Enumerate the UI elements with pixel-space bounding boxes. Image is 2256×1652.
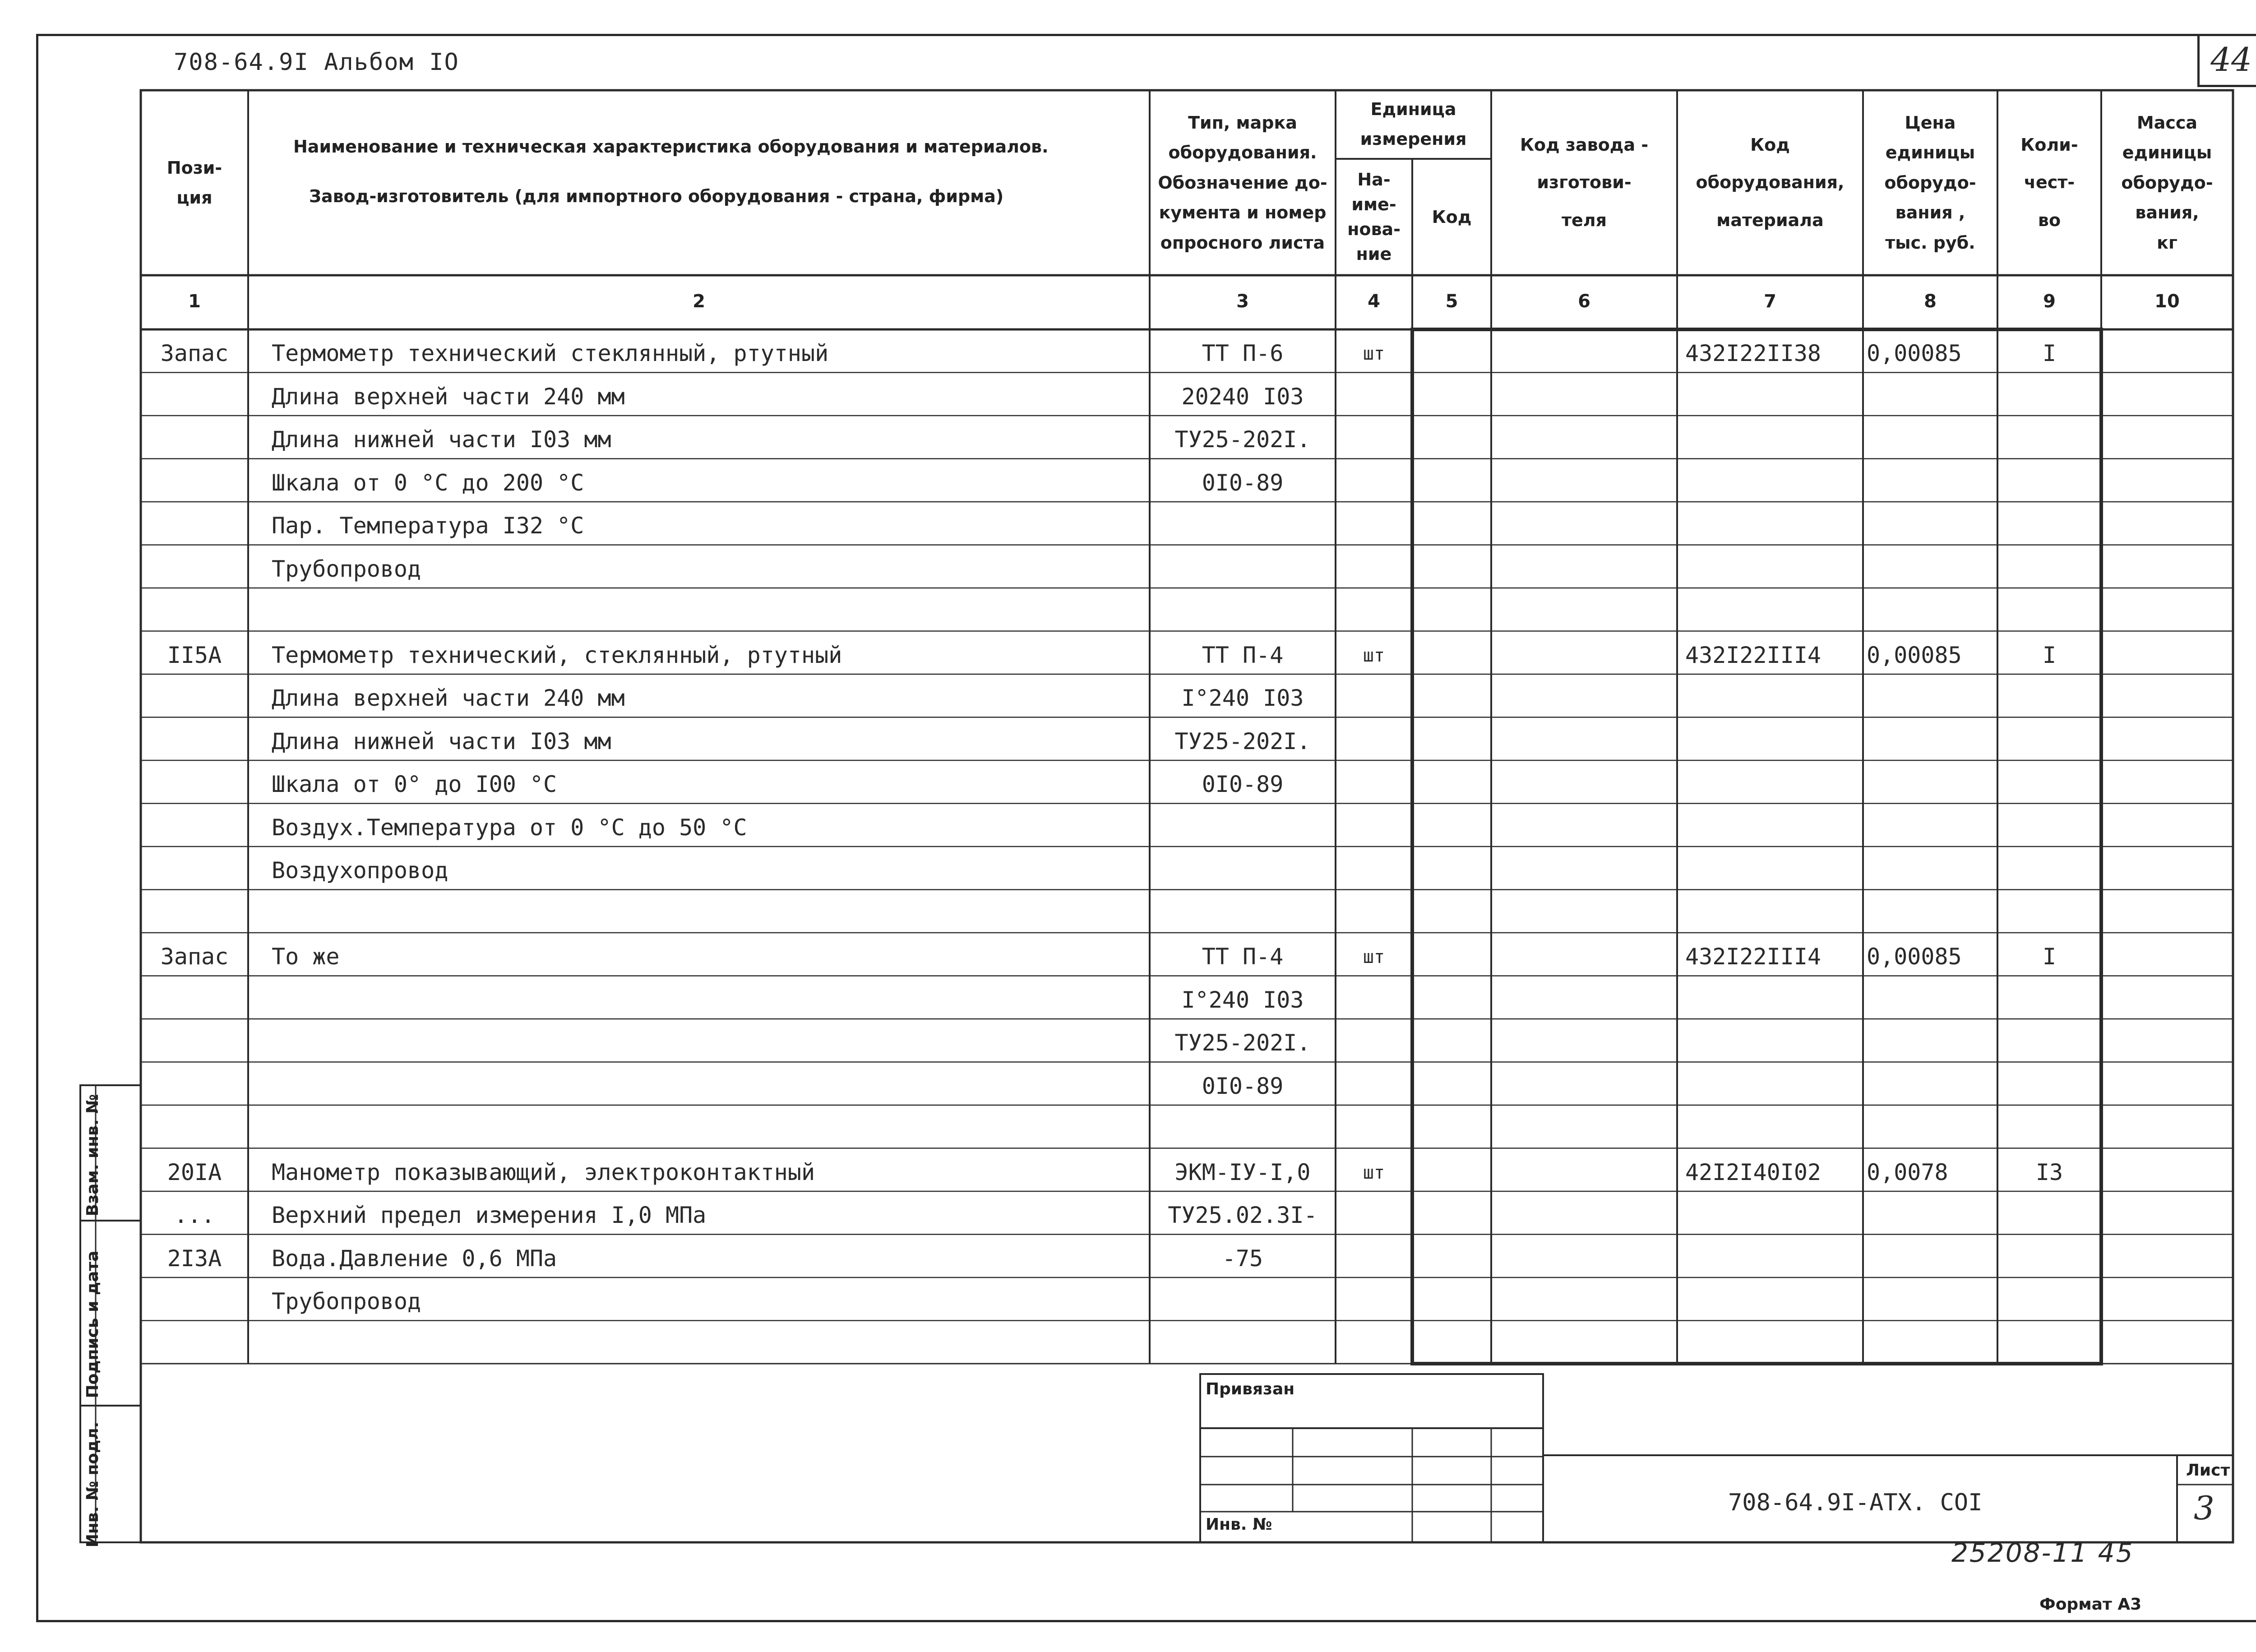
unit-cell: шт	[1363, 947, 1385, 967]
name-cell: Трубопровод	[272, 1288, 421, 1314]
name-cell: Длина нижней части I03 мм	[272, 426, 611, 453]
header-equipment-code: Код оборудования, материала	[1696, 134, 1845, 230]
position-cell: Запас	[160, 340, 229, 366]
position-cell: 20IА	[167, 1159, 222, 1185]
column-number: 6	[1578, 291, 1590, 312]
name-cell: Термометр технический стеклянный, ртутный	[272, 340, 829, 366]
equipment-code-cell: 432I22III4	[1685, 642, 1821, 668]
corner-sheet-number: 44	[2197, 34, 2256, 87]
column-number: 10	[2154, 291, 2180, 312]
equipment-code-cell: 432I22III4	[1685, 944, 1821, 970]
quantity-cell: I	[2042, 340, 2057, 366]
name-cell: Манометр показывающий, электроконтактный	[272, 1159, 815, 1185]
price-cell: 0,00085	[1867, 340, 1962, 366]
footer-number: 25208-11 45	[1951, 1537, 2134, 1568]
side-label-podpis: Подпись и дата	[83, 1250, 102, 1398]
unit-cell: шт	[1363, 1162, 1385, 1183]
side-label-inv-podl: Инв. № подл.	[83, 1421, 102, 1548]
header-position: Пози- ция	[166, 157, 222, 208]
column-number: 9	[2043, 291, 2056, 312]
name-cell: Шкала от 0° до I00 °С	[272, 771, 557, 797]
header-unit-group: Единица измерения	[1360, 99, 1467, 149]
type-cell: ТУ25-202I.	[1174, 1030, 1311, 1056]
name-cell: Длина верхней части 240 мм	[272, 685, 625, 711]
name-cell: То же	[272, 944, 340, 970]
column-number: 8	[1924, 291, 1937, 312]
type-cell: 0I0-89	[1202, 1073, 1284, 1099]
type-cell: ТТ П-4	[1202, 944, 1284, 970]
column-number: 2	[693, 291, 705, 312]
unit-cell: шт	[1363, 343, 1385, 364]
header-unit-code: Код	[1432, 207, 1472, 227]
header-maker-code: Код завода - изготови- теля	[1520, 134, 1649, 230]
name-cell: Вода.Давление 0,6 МПа	[272, 1245, 557, 1272]
type-cell: I°240 I03	[1181, 685, 1304, 711]
name-cell: Длина нижней части I03 мм	[272, 728, 611, 754]
attached-label: Привязан	[1206, 1380, 1295, 1398]
format-label: Формат А3	[2039, 1595, 2142, 1614]
equipment-code-cell: 42I2I40I02	[1685, 1159, 1821, 1185]
type-cell: 20240 I03	[1181, 383, 1304, 410]
price-cell: 0,0078	[1867, 1159, 1948, 1185]
equipment-code-cell: 432I22II38	[1685, 340, 1821, 366]
name-cell: Трубопровод	[272, 555, 421, 582]
quantity-cell: I	[2042, 642, 2057, 668]
sheet-number: 3	[2194, 1489, 2214, 1527]
type-cell: ТТ П-4	[1202, 642, 1284, 668]
column-number: 5	[1445, 291, 1458, 312]
header-type: Тип, марка оборудования. Обозначение до- кумента и номер опросного листа	[1158, 112, 1327, 253]
type-cell: ТТ П-6	[1202, 340, 1284, 366]
column-number: 7	[1764, 291, 1776, 312]
header-mass: Масса единицы оборудо- вания, кг	[2121, 112, 2213, 253]
name-cell: Шкала от 0 °С до 200 °С	[272, 469, 584, 496]
header-price: Цена единицы оборудо- вания , тыс. руб.	[1884, 112, 1976, 253]
document-header: 708-64.9I Альбом IO	[174, 49, 459, 76]
column-number: 1	[188, 291, 201, 312]
type-cell: 0I0-89	[1202, 771, 1284, 797]
type-cell: ТУ25.02.3I-	[1168, 1202, 1318, 1228]
name-cell: Длина верхней части 240 мм	[272, 383, 625, 410]
header-name-line2: Завод-изготовитель (для импортного оборудования - страна, фирма)	[309, 186, 1004, 206]
name-cell: Воздухопровод	[272, 857, 448, 884]
position-cell: II5А	[167, 642, 222, 668]
inv-label: Инв. №	[1206, 1515, 1272, 1534]
side-label-vzam: Взам. инв. №	[83, 1094, 102, 1217]
type-cell: -75	[1222, 1245, 1263, 1272]
position-cell: Запас	[160, 944, 229, 970]
type-cell: 0I0-89	[1202, 469, 1284, 496]
type-cell: ЭКМ-IУ-I,0	[1174, 1159, 1311, 1185]
header-quantity: Коли- чест- во	[2020, 134, 2078, 230]
column-number: 3	[1236, 291, 1249, 312]
price-cell: 0,00085	[1867, 944, 1962, 970]
name-cell: Пар. Температура I32 °С	[272, 513, 584, 539]
position-cell: ...	[174, 1202, 215, 1228]
quantity-cell: I3	[2035, 1159, 2063, 1185]
column-number: 4	[1368, 291, 1380, 312]
unit-cell: шт	[1363, 645, 1385, 666]
price-cell: 0,00085	[1867, 642, 1962, 668]
type-cell: ТУ25-202I.	[1174, 728, 1311, 754]
type-cell: ТУ25-202I.	[1174, 426, 1311, 453]
position-cell: 2I3А	[167, 1245, 222, 1272]
document-code: 708-64.9I-ATX. COI	[1728, 1489, 1983, 1516]
type-cell: I°240 I03	[1181, 986, 1304, 1013]
header-name-line1: Наименование и техническая характеристика оборудования и материалов.	[293, 136, 1049, 157]
name-cell: Термометр технический, стеклянный, ртутный	[272, 642, 842, 668]
name-cell: Воздух.Температура от 0 °С до 50 °С	[272, 814, 747, 841]
quantity-cell: I	[2042, 944, 2057, 970]
header-unit-name: На- име- нова- ние	[1347, 169, 1401, 264]
sheet-label: Лист	[2186, 1461, 2230, 1480]
name-cell: Верхний предел измерения I,0 МПа	[272, 1202, 707, 1228]
